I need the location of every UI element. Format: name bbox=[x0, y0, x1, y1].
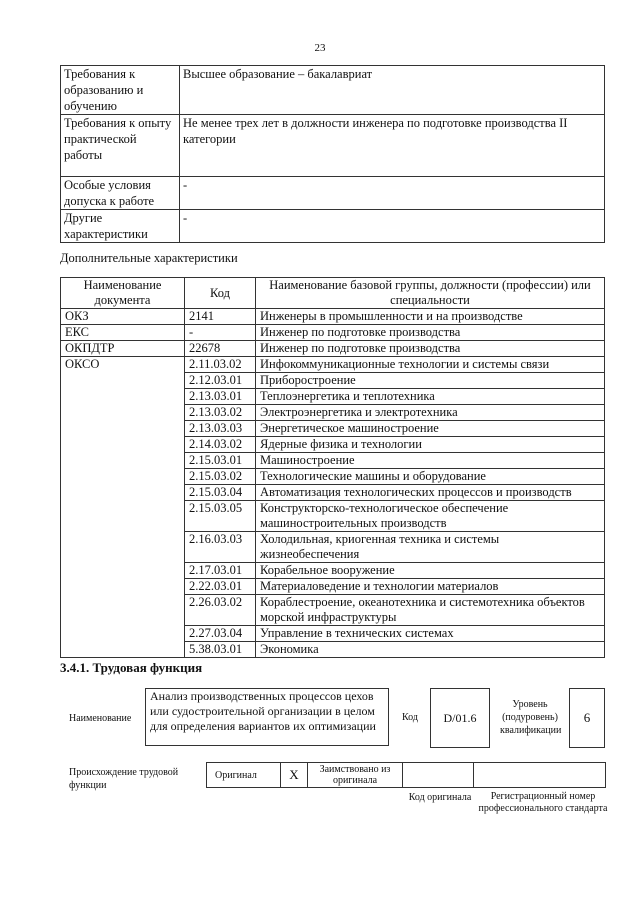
name-cell: Инфокоммуникационные технологии и системы связи bbox=[256, 357, 605, 373]
table-row bbox=[61, 325, 605, 341]
header-document: Наименование документа bbox=[61, 278, 185, 309]
code-cell: 2.15.03.05 bbox=[185, 501, 256, 532]
code-cell: 5.38.03.01 bbox=[185, 642, 256, 658]
name-cell: Электроэнергетика и электротехника bbox=[256, 405, 605, 421]
requirement-label: Требования к образованию и обучению bbox=[61, 66, 180, 115]
table-row bbox=[61, 357, 605, 373]
name-cell: Кораблестроение, океанотехника и системотехника объектов морской инфраструктуры bbox=[256, 595, 605, 626]
requirement-label: Требования к опыту практической работы bbox=[61, 115, 180, 177]
additional-characteristics-table bbox=[60, 277, 605, 658]
code-cell: 2.27.03.04 bbox=[185, 626, 256, 642]
name-cell: Холодильная, криогенная техника и системы жизнеобеспечения bbox=[256, 532, 605, 563]
document-cell: ОКЗ bbox=[61, 309, 185, 325]
origin-label: Происхождение трудовой функции bbox=[69, 767, 179, 791]
requirement-label: Особые условия допуска к работе bbox=[61, 177, 180, 210]
code-cell: 22678 bbox=[185, 341, 256, 357]
name-cell: Управление в технических системах bbox=[256, 626, 605, 642]
reg-number-cell bbox=[474, 763, 606, 788]
code-cell: 2141 bbox=[185, 309, 256, 325]
requirement-value: Высшее образование – бакалавриат bbox=[180, 66, 605, 115]
table-row bbox=[61, 341, 605, 357]
qualification-level-value: 6 bbox=[569, 688, 605, 748]
code-cell: 2.16.03.03 bbox=[185, 532, 256, 563]
code-cell: 2.13.03.03 bbox=[185, 421, 256, 437]
code-cell: 2.15.03.04 bbox=[185, 485, 256, 501]
code-cell: 2.15.03.01 bbox=[185, 453, 256, 469]
code-value: D/01.6 bbox=[430, 688, 490, 748]
name-cell: Материаловедение и технологии материалов bbox=[256, 579, 605, 595]
code-cell: 2.13.03.02 bbox=[185, 405, 256, 421]
name-cell: Теплоэнергетика и теплотехника bbox=[256, 389, 605, 405]
code-origin-label: Код оригинала bbox=[408, 792, 472, 803]
original-label: Оригинал bbox=[207, 763, 281, 788]
function-name-label: Наименование bbox=[69, 713, 132, 724]
code-cell: 2.22.03.01 bbox=[185, 579, 256, 595]
borrowed-label: Заимствовано из оригинала bbox=[308, 763, 403, 788]
code-cell: - bbox=[185, 325, 256, 341]
name-cell: Приборостроение bbox=[256, 373, 605, 389]
name-cell: Машиностроение bbox=[256, 453, 605, 469]
requirement-value: - bbox=[180, 177, 605, 210]
function-name-value: Анализ производственных процессов цехов или судостроительной организации в целом для определения вариантов их оптимизации bbox=[145, 688, 389, 746]
code-cell: 2.15.03.02 bbox=[185, 469, 256, 485]
qualification-level-label: Уровень (подуровень) квалификации bbox=[500, 699, 562, 736]
document-cell: ЕКС bbox=[61, 325, 185, 341]
name-cell: Инженер по подготовке производства bbox=[256, 325, 605, 341]
requirement-value: Не менее трех лет в должности инженера по подготовке производства II категории bbox=[180, 115, 605, 177]
additional-characteristics-title: Дополнительные характеристики bbox=[60, 251, 238, 265]
original-mark: X bbox=[281, 763, 308, 788]
code-cell: 2.12.03.01 bbox=[185, 373, 256, 389]
requirement-row bbox=[61, 115, 605, 177]
requirements-table bbox=[60, 65, 605, 243]
header-code: Код bbox=[185, 278, 256, 309]
name-cell: Автоматизация технологических процессов и производств bbox=[256, 485, 605, 501]
name-cell: Ядерные физика и технологии bbox=[256, 437, 605, 453]
name-cell: Корабельное вооружение bbox=[256, 563, 605, 579]
name-cell: Технологические машины и оборудование bbox=[256, 469, 605, 485]
section-title: 3.4.1. Трудовая функция bbox=[60, 660, 203, 675]
requirement-row bbox=[61, 210, 605, 243]
code-origin-cell bbox=[403, 763, 474, 788]
reg-number-label: Регистрационный номер профессионального стандарта bbox=[478, 791, 608, 814]
requirement-label: Другие характеристики bbox=[61, 210, 180, 243]
name-cell: Инженеры в промышленности и на производстве bbox=[256, 309, 605, 325]
name-cell: Инженер по подготовке производства bbox=[256, 341, 605, 357]
code-cell: 2.14.03.02 bbox=[185, 437, 256, 453]
code-cell: 2.13.03.01 bbox=[185, 389, 256, 405]
page-number: 23 bbox=[314, 42, 326, 54]
code-cell: 2.17.03.01 bbox=[185, 563, 256, 579]
document-cell: ОКПДТР bbox=[61, 341, 185, 357]
name-cell: Экономика bbox=[256, 642, 605, 658]
table-row bbox=[61, 309, 605, 325]
requirement-row bbox=[61, 177, 605, 210]
code-label: Код bbox=[402, 712, 418, 723]
name-cell: Конструкторско-технологическое обеспечение машиностроительных производств bbox=[256, 501, 605, 532]
code-cell: 2.26.03.02 bbox=[185, 595, 256, 626]
name-cell: Энергетическое машиностроение bbox=[256, 421, 605, 437]
requirement-row bbox=[61, 66, 605, 115]
document-cell: ОКСО bbox=[61, 357, 185, 658]
code-cell: 2.11.03.02 bbox=[185, 357, 256, 373]
origin-table bbox=[206, 762, 606, 788]
table-header-row bbox=[61, 278, 605, 309]
requirement-value: - bbox=[180, 210, 605, 243]
header-name: Наименование базовой группы, должности (профессии) или специальности bbox=[256, 278, 605, 309]
